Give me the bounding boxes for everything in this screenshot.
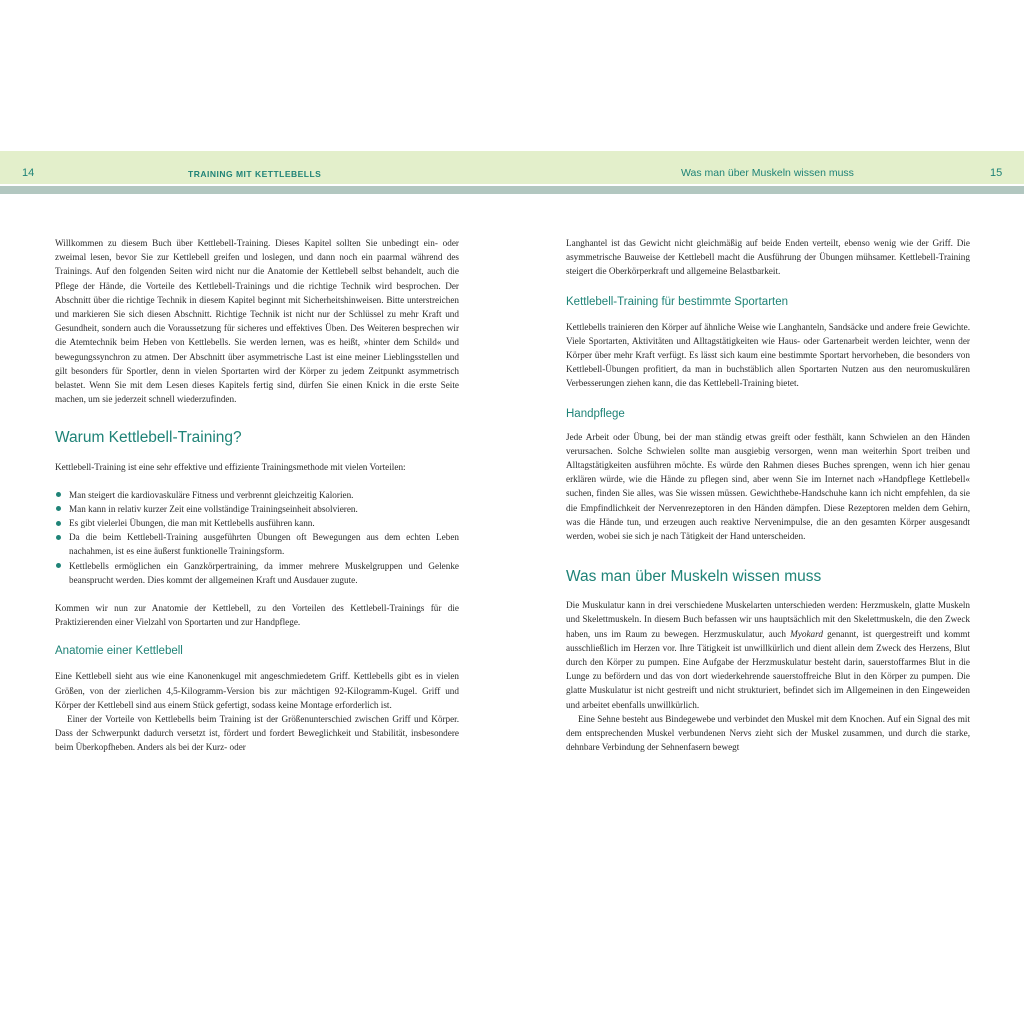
- bullet-dot-icon: [56, 535, 61, 540]
- list-item: Man steigert die kardiovaskuläre Fitness und verbrennt gleichzeitig Kalorien.: [55, 488, 459, 502]
- muscles-paragraph-1: Die Muskulatur kann in drei verschiedene Muskelarten unterschieden werden: Herzmuskeln, glatte Muskeln und Skelettmuskeln. In diesem Buch befassen wir uns hauptsächlich mit den Skelettmuskeln, die den Zweck haben, uns im Raum zu bewegen. Herzmuskulatur, auch Myokard genannt, ist quergestreift und kommt ausschließlich im Herzen vor. Ihre Tätigkeit ist unwillkürlich und dient allein dem Zweck des Herzens, Blut durch den Körper zu pumpen. Eine Aufgabe der Herzmuskulatur besteht darin, sauerstoffarmes Blut in die Lunge zu befördern und das von dort wiederkehrende sauerstoffreiche Blut in den Körper zu pumpen. Die glatte Muskulatur ist nicht gestreift und nicht strukturiert, befindet sich im Allgemeinen in den Eingeweiden und arbeitet ebenfalls unwillkürlich.: [566, 600, 970, 710]
- heading-muscles: Was man über Muskeln wissen muss: [566, 568, 822, 586]
- sports-paragraph: Kettlebells trainieren den Körper auf ähnliche Weise wie Langhanteln, Sandsäcke und andere freie Gewichte. Viele Sportarten, Aktivitäten und Alltagstätigkeiten wie Haus- oder Gartenarbeit werden leichter, wenn der Körper über mehr Kraft verfügt. Es lässt sich kaum eine bestimmte Sportart hervorheben, die besonders von Kettlebell-Übungen profitiert, da man in buchstäblich allen Sportarten Nutzen aus den neuromuskulären Verbesserungen ziehen kann, die das Kettlebell-Training bietet.: [566, 321, 970, 389]
- continuation-paragraph: Langhantel ist das Gewicht nicht gleichmäßig auf beide Enden verteilt, ebenso wenig wie der Griff. Die asymmetrische Bauweise der Kettlebell macht die Ausführung der Übungen mühsamer. Kettlebell-Training steigert die Oberkörperkraft und allgemeine Belastbarkeit.: [566, 238, 970, 277]
- right-page-column: [566, 236, 970, 754]
- running-header-band: [0, 151, 1024, 184]
- left-page-column: [55, 236, 459, 755]
- hand-care-paragraph: Jede Arbeit oder Übung, bei der man ständig etwas greift oder festhält, kann Schwielen an den Händen verursachen. Solche Schwielen sollte man ausgiebig versorgen, wenn man weiterhin Sport treiben und Alltagstätigkeiten ausführen möchte. Es würde den Rahmen dieses Buches sprengen, wenn ich hier genau erklären würde, wie die Hände zu pflegen sind, aber wenn Sie im Internet nach »Handpflege Kettlebell« suchen, finden Sie alles, was Sie wissen müssen. Gewichthebe-Handschuhe kann ich nicht empfehlen, da sie die Empfindlichkeit der Nervenrezeptoren in den Händen dämpfen. Diese Rezeptoren melden dem Gehirn, was die Hände tun, und erzeugen auch reaktive Nervenimpulse, die an den gesamten Körper ausgesandt werden, wobei sie sich je nach Tätigkeit der Hand unterscheiden.: [566, 431, 970, 542]
- anatomy-paragraph-2: Einer der Vorteile von Kettlebells beim Training ist der Größenunterschied zwischen Griff und Körper. Dass der Schwerpunkt dadurch versetzt ist, fördert und fordert Beweglichkeit und Stabilität, insbesondere beim Überkopfheben. Anders als bei der Kurz- oder: [55, 714, 459, 753]
- list-item: Kettlebells ermöglichen ein Ganzkörpertraining, da immer mehrere Muskelgruppen und Gelenke beansprucht werden. Dies kommt der allgemeinen Kraft und Ausdauer zugute.: [55, 559, 459, 587]
- right-page-number: 15: [990, 167, 1003, 179]
- list-item: Es gibt vielerlei Übungen, die man mit Kettlebells ausführen kann.: [55, 516, 459, 530]
- right-running-title: Was man über Muskeln wissen muss: [681, 167, 854, 179]
- left-running-title: TRAINING MIT KETTLEBELLS: [188, 169, 322, 179]
- anatomy-paragraph-1: Eine Kettlebell sieht aus wie eine Kanonenkugel mit angeschmiedetem Griff. Kettlebells gibt es in vielen Größen, von der zierlichen 4,5-Kilogramm-Version bis zur mächtigen 92-Kilogramm-Kugel. Griff und Körper der Kettlebell sind aus einem Stück gefertigt, sodass keine Montage erforderlich ist.: [55, 671, 459, 710]
- list-item: Man kann in relativ kurzer Zeit eine vollständige Trainingseinheit absolvieren.: [55, 502, 459, 516]
- benefits-list: [55, 488, 459, 587]
- why-intro-paragraph: Kettlebell-Training ist eine sehr effektive und effiziente Trainingsmethode mit vielen Vorteilen:: [55, 462, 406, 473]
- left-page-number: 14: [22, 167, 35, 179]
- bullet-dot-icon: [56, 506, 61, 511]
- heading-why-kettlebell: Warum Kettlebell-Training?: [55, 429, 242, 447]
- bullet-dot-icon: [56, 521, 61, 526]
- muscles-paragraph-2: Eine Sehne besteht aus Bindegewebe und verbindet den Muskel mit dem Knochen. Auf ein Signal des mit dem entsprechenden Muskel verbundenen Nervs zieht sich der Muskel zusammen, und durch die starke, dehnbare Verbindung der Sehnenfasern bewegt: [566, 713, 970, 753]
- list-item: Da die beim Kettlebell-Training ausgeführten Übungen oft Bewegungen aus dem echten Leben nachahmen, ist es eine äußerst funktionelle Trainingsform.: [55, 530, 459, 558]
- bullet-dot-icon: [56, 492, 61, 497]
- heading-anatomy: Anatomie einer Kettlebell: [55, 645, 183, 658]
- heading-sports: Kettlebell-Training für bestimmte Sportarten: [566, 295, 789, 308]
- bullet-dot-icon: [56, 563, 61, 568]
- header-divider: [0, 186, 1024, 194]
- heading-hand-care: Handpflege: [566, 407, 625, 420]
- why-outro-paragraph: Kommen wir nun zur Anatomie der Kettlebell, zu den Vorteilen des Kettlebell-Trainings für die Praktizierenden einer Vielzahl von Sportarten und zur Handpflege.: [55, 603, 459, 628]
- intro-paragraph: Willkommen zu diesem Buch über Kettlebell-Training. Dieses Kapitel sollten Sie unbedingt ein- oder zweimal lesen, bevor Sie zur Kettlebell greifen und loslegen, und dann noch ein paarmal während des Trainings. Auf den folgenden Seiten wird nicht nur die Anatomie der Kettlebell selbst behandelt, auch die Pflege der Hände, die Vorteile des Kettlebell-Trainings und die richtige Technik wird besprochen. Der Abschnitt über die richtige Technik in diesem Kapitel beginnt mit Sicherheitshinweisen. Bitte unterstreichen und markieren Sie sich diesen Abschnitt. Richtige Technik ist nicht nur der Schlüssel zu mehr Kraft und Gesundheit, sondern auch die Voraussetzung für sicheres und effektives Üben. Des Weiteren besprechen wir die Atemtechnik beim Heben von Kettlebells. Sie werden lernen, was es heißt, »hinter dem Schild« und bewegungssynchron zu atmen. Der Abschnitt über asymmetrische Last ist eine meiner Lieblingsstellen und gilt besonders für Sportler, denn in vielen Sportarten wird der Körper zu jedem Zeitpunkt asymmetrisch belastet. Wenn Sie mit dem Lesen dieses Kapitels fertig sind, dürfen Sie einen Knick in die erste Seite machen, um sie jederzeit schnell wiederzufinden.: [55, 238, 459, 405]
